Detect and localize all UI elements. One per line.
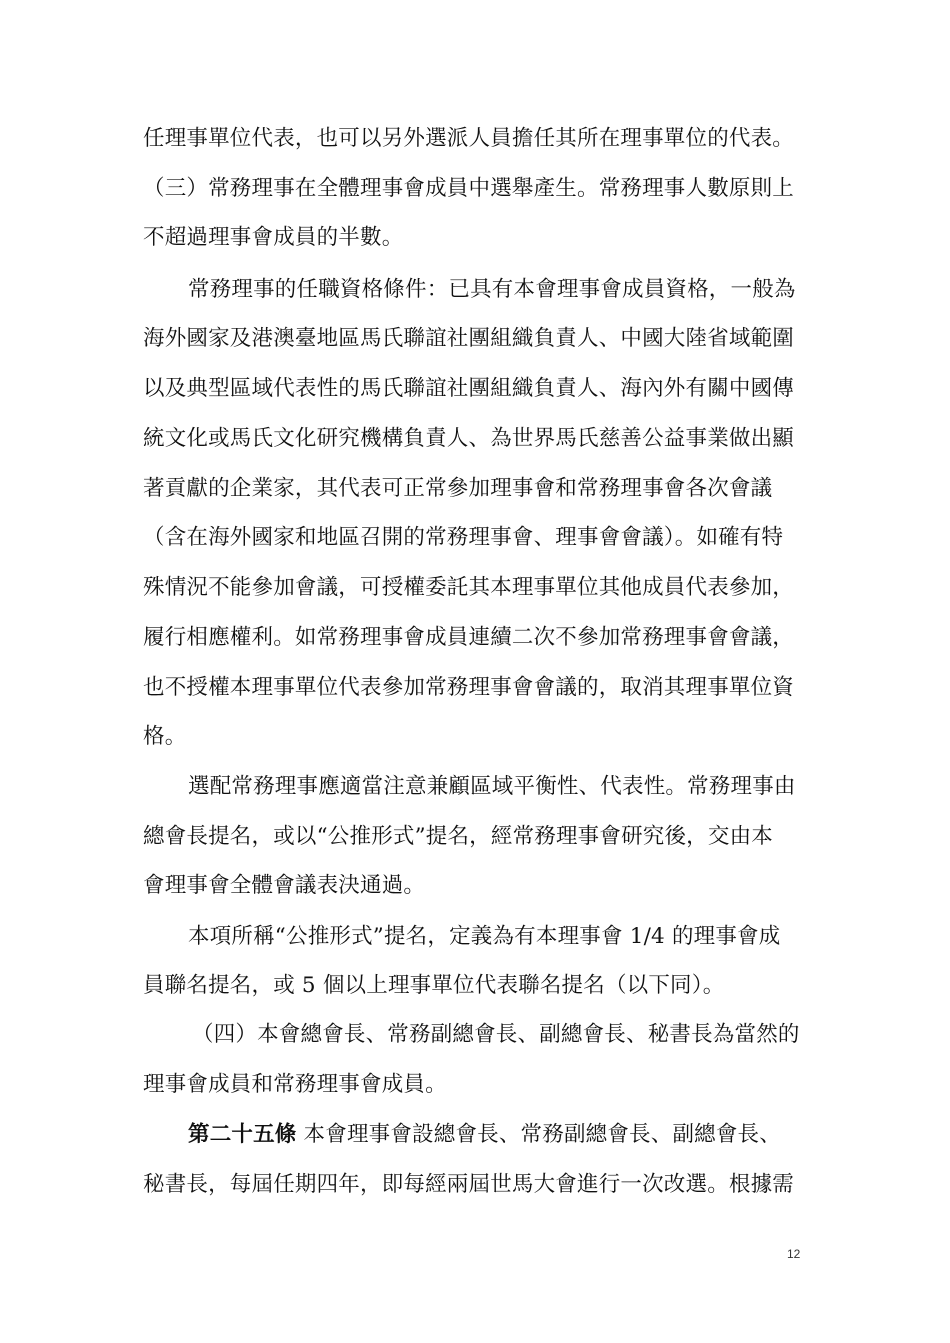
text-line: 選配常務理事應適當注意兼顧區域平衡性、代表性。常務理事由 — [188, 774, 796, 799]
text-line: 秘書長，每屆任期四年，即每經兩屆世馬大會進行一次改選。根據需 — [143, 1172, 795, 1197]
text-line: 不超過理事會成員的半數。 — [143, 225, 404, 250]
article-heading: 第二十五條 — [188, 1122, 297, 1147]
text-line: 本項所稱“公推形式”提名，定義為有本理事會 1/4 的理事會成 — [188, 924, 781, 949]
article-text: 本會理事會設總會長、常務副總會長、副總會長、 — [296, 1122, 781, 1147]
text-line: （四）本會總會長、常務副總會長、副總會長、秘書長為當然的 — [192, 1022, 800, 1047]
text-line: 常務理事的任職資格條件：已具有本會理事會成員資格，一般為 — [188, 277, 796, 302]
text-line: 員聯名提名，或 5 個以上理事單位代表聯名提名（以下同）。 — [143, 973, 725, 998]
text-line: 理事會成員和常務理事會成員。 — [143, 1072, 447, 1097]
text-line: （含在海外國家和地區召開的常務理事會、理事會會議）。如確有特 — [143, 525, 784, 550]
text-line: 履行相應權利。如常務理事會成員連續二次不參加常務理事會會議， — [143, 625, 795, 650]
text-line: 統文化或馬氏文化研究機構負責人、為世界馬氏慈善公益事業做出顯 — [143, 426, 795, 451]
text-line: 會理事會全體會議表決通過。 — [143, 873, 426, 898]
text-line: 以及典型區域代表性的馬氏聯誼社團組織負責人、海內外有關中國傳 — [143, 376, 795, 401]
text-line: 海外國家及港澳臺地區馬氏聯誼社團組織負責人、中國大陸省域範圍 — [143, 326, 795, 351]
page-number: 12 — [787, 1247, 801, 1261]
article-line — [188, 1120, 808, 1150]
text-line: 也不授權本理事單位代表參加常務理事會會議的，取消其理事單位資 — [143, 675, 795, 700]
text-line: 總會長提名，或以“公推形式”提名，經常務理事會研究後，交由本 — [143, 824, 773, 849]
text-line: 殊情況不能參加會議，可授權委託其本理事單位其他成員代表參加， — [143, 575, 795, 600]
text-line: 任理事單位代表，也可以另外選派人員擔任其所在理事單位的代表。 — [143, 126, 795, 151]
text-line: （三）常務理事在全體理事會成員中選舉產生。常務理事人數原則上 — [143, 176, 795, 201]
text-line: 格。 — [143, 724, 187, 749]
text-line: 著貢獻的企業家，其代表可正常參加理事會和常務理事會各次會議 — [143, 476, 773, 501]
